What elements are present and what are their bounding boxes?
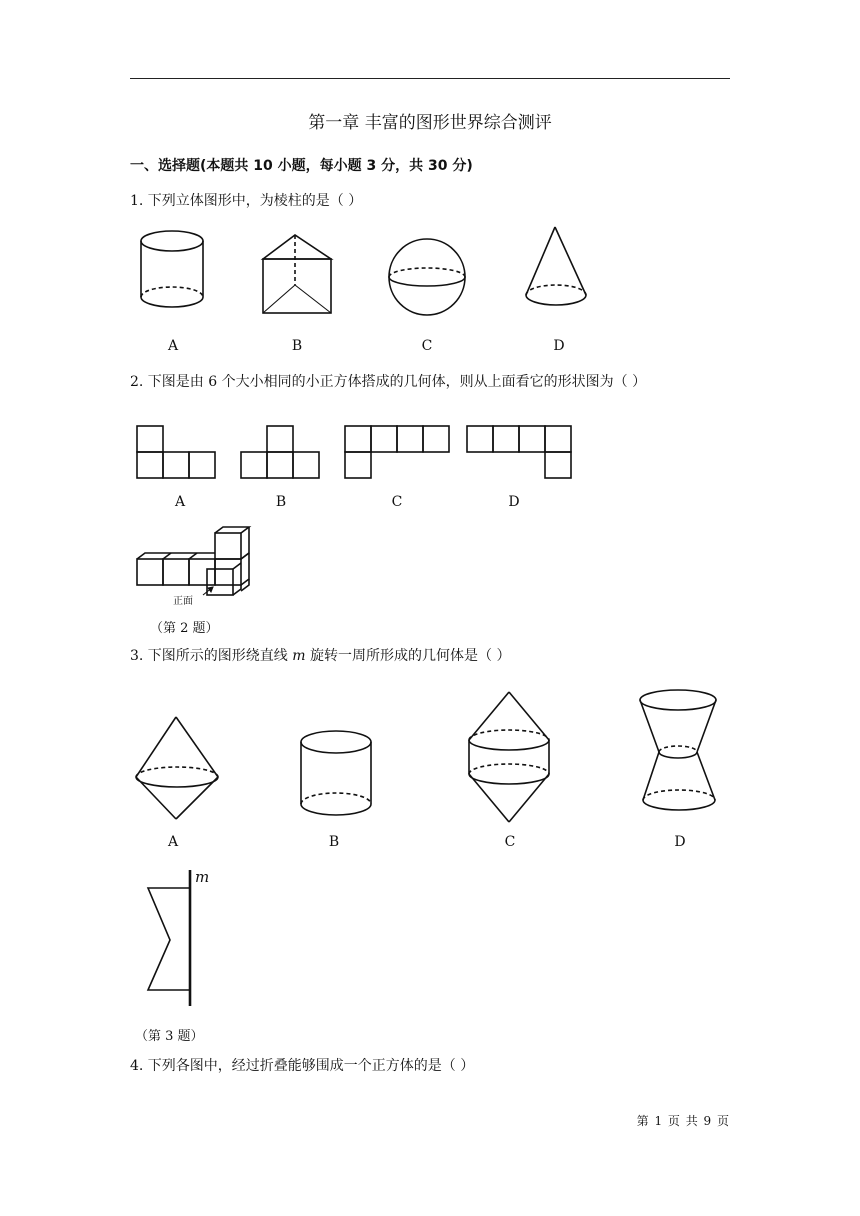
q2-option-a[interactable]: A <box>174 494 186 510</box>
q3-caption: （第 3 题） <box>135 1029 204 1044</box>
q3-text-after: 旋转一周所形成的几何体是（ ） <box>305 648 511 664</box>
question-3-text <box>130 645 510 665</box>
q2-option-a-grid <box>137 426 219 482</box>
question-2-text: 2. 下图是由 6 个大小相同的小正方体搭成的几何体，则从上面看它的形状图为（ ） <box>130 374 647 390</box>
q3-cone-cylinder-cone-figure <box>465 690 555 830</box>
q2-cube-solid-figure <box>133 525 258 610</box>
q2-option-d-grid <box>467 426 577 482</box>
q3-option-c[interactable]: C <box>504 834 516 850</box>
q2-option-c-grid <box>345 426 455 482</box>
q1-prism-figure <box>255 225 345 320</box>
q1-option-c[interactable]: C <box>421 338 433 354</box>
q3-option-a[interactable]: A <box>167 834 179 850</box>
q2-option-c[interactable]: C <box>391 494 403 510</box>
q1-option-d[interactable]: D <box>553 338 565 354</box>
q2-caption: （第 2 题） <box>150 621 219 636</box>
question-1-text: 1. 下列立体图形中，为棱柱的是（ ） <box>130 193 363 209</box>
q3-rotation-shape-figure <box>140 870 210 1010</box>
q3-option-d[interactable]: D <box>674 834 686 850</box>
q3-variable: m <box>292 648 306 664</box>
q3-hourglass-frustum-figure <box>638 688 728 818</box>
q2-option-d[interactable]: D <box>508 494 520 510</box>
q1-option-a[interactable]: A <box>167 338 179 354</box>
q3-double-cone-figure <box>134 715 224 825</box>
header-rule <box>130 78 730 79</box>
q2-option-b-grid <box>241 426 323 482</box>
question-4-text: 4. 下列各图中，经过折叠能够围成一个正方体的是（ ） <box>130 1058 475 1074</box>
q3-text-before: 3. 下图所示的图形绕直线 <box>130 648 293 664</box>
page-title: 第一章 丰富的图形世界综合测评 <box>308 113 552 133</box>
q1-cylinder-figure <box>130 225 220 320</box>
q2-front-label: 正面 <box>173 596 193 607</box>
q1-sphere-figure <box>385 225 475 320</box>
section-heading: 一、选择题(本题共 10 小题，每小题 3 分，共 30 分) <box>130 158 473 174</box>
q2-option-b[interactable]: B <box>275 494 287 510</box>
q3-option-b[interactable]: B <box>328 834 340 850</box>
q3-axis-label: m <box>195 868 210 886</box>
q3-cylinder-figure <box>298 728 388 828</box>
q1-cone-figure <box>515 225 605 320</box>
q1-option-b[interactable]: B <box>291 338 303 354</box>
page-footer: 第 1 页 共 9 页 <box>636 1114 730 1128</box>
